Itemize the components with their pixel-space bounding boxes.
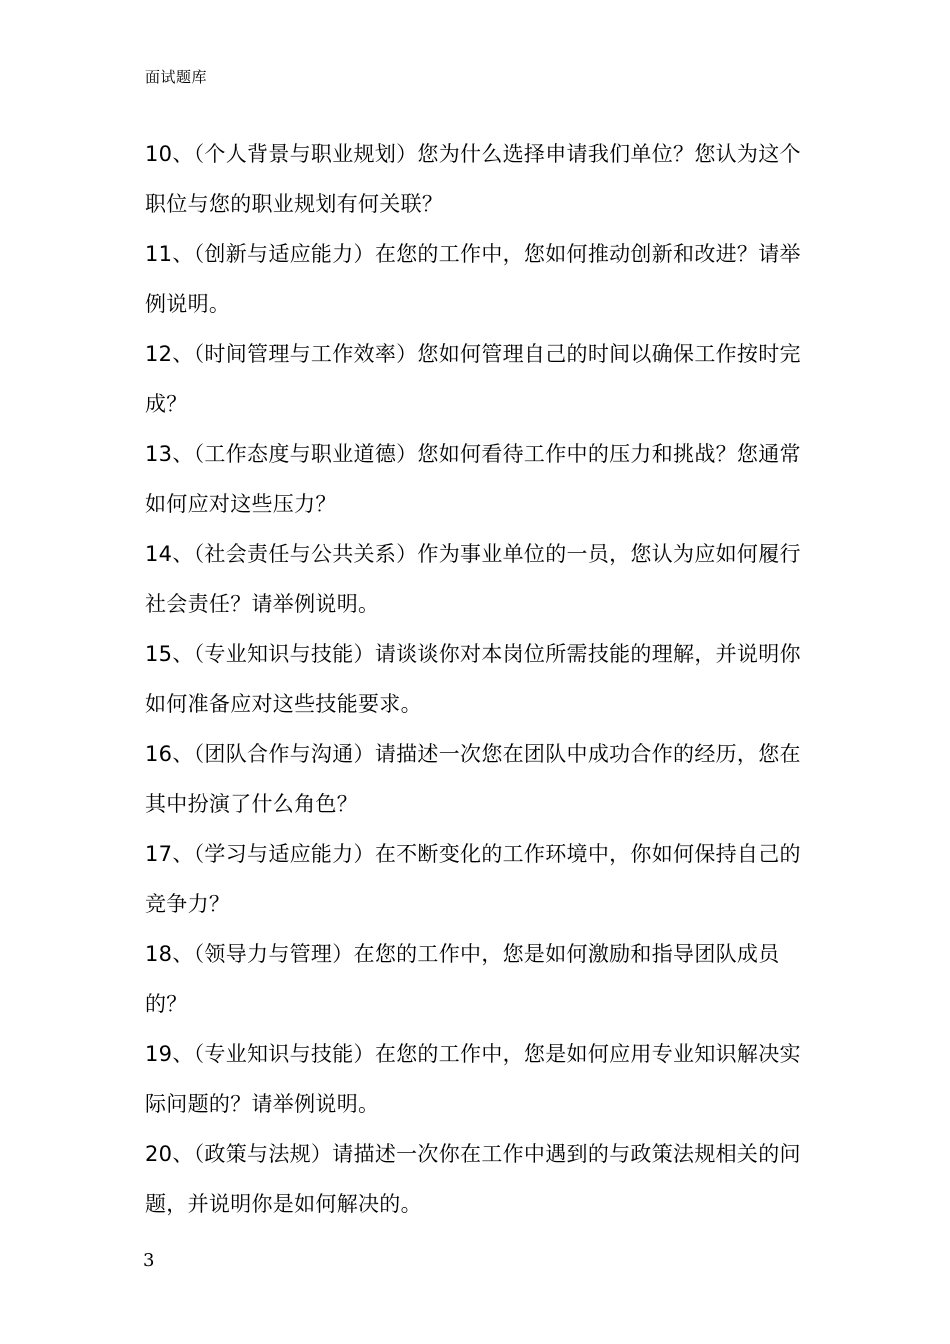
question-item: 17、（学习与适应能力）在不断变化的工作环境中，你如何保持自己的竞争力？ <box>145 842 801 916</box>
question-list <box>145 129 815 1229</box>
question-item: 15、（专业知识与技能）请谈谈你对本岗位所需技能的理解，并说明你如何准备应对这些技能要求。 <box>145 642 801 716</box>
question-item: 20、（政策与法规）请描述一次你在工作中遇到的与政策法规相关的问题，并说明你是如何解决的。 <box>145 1142 801 1216</box>
page-header-title: 面试题库 <box>145 68 208 86</box>
question-item: 13、（工作态度与职业道德）您如何看待工作中的压力和挑战？您通常如何应对这些压力？ <box>145 442 801 516</box>
page-number: 3 <box>143 1250 155 1271</box>
question-item: 10、（个人背景与职业规划）您为什么选择申请我们单位？您认为这个职位与您的职业规划有何关联？ <box>145 142 801 216</box>
question-item: 16、（团队合作与沟通）请描述一次您在团队中成功合作的经历，您在其中扮演了什么角色？ <box>145 742 801 816</box>
question-item: 11、（创新与适应能力）在您的工作中，您如何推动创新和改进？请举例说明。 <box>145 242 801 316</box>
question-item: 19、（专业知识与技能）在您的工作中，您是如何应用专业知识解决实际问题的？请举例说明。 <box>145 1042 801 1116</box>
question-item: 14、（社会责任与公共关系）作为事业单位的一员，您认为应如何履行社会责任？请举例说明。 <box>145 542 801 616</box>
question-item: 18、（领导力与管理）在您的工作中，您是如何激励和指导团队成员的？ <box>145 942 780 1016</box>
question-item: 12、（时间管理与工作效率）您如何管理自己的时间以确保工作按时完成？ <box>145 342 801 416</box>
